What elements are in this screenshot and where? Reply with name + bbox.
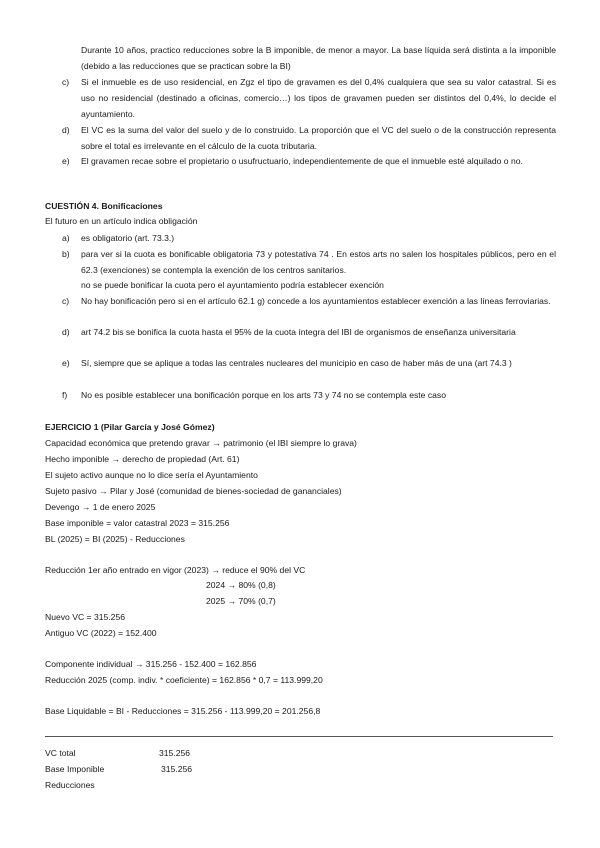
list-item: No es posible establecer una bonificación porque en los arts 73 y 74 no se contempla este caso — [81, 390, 446, 400]
list-marker: a) — [62, 233, 70, 243]
summary-value: 315.256 — [159, 748, 191, 758]
exercise-heading: EJERCICIO 1 (Pilar García y José Gómez) — [45, 422, 215, 432]
list-item: para ver si la cuota es bonificable obligatoria 73 y potestativa 74 . En estos arts no salen los hospitales públicos, pero en el 62.3 (exenciones) se contempla la exención de los centros sanitarios. — [81, 249, 556, 275]
summary-label: Base Imponible — [45, 764, 105, 774]
paragraph: Durante 10 años, practico reducciones sobre la B imponible, de menor a mayor. La base líquida será distinta a la imponible (debido a las reducciones que se practican sobre la BI) — [81, 45, 556, 71]
exercise-line: BL (2025) = BI (2025) - Reducciones — [45, 534, 185, 544]
list-item: es obligatorio (art. 73.3.) — [81, 233, 175, 243]
individual-component: Componente individual → 315.256 - 152.400 = 162.856 — [45, 659, 257, 669]
list-item: Si el inmueble es de uso residencial, en Zgz el tipo de gravamen es del 0,4% cualquiera que sea su valor catastral. Si es uso no residencial (destinado a oficinas, comercio…) los tipos de gravamen pueden ser distintos del 0,4%, lo decide el ayuntamiento. — [81, 77, 556, 119]
list-marker: d) — [62, 327, 70, 337]
list-item: art 74.2 bis se bonifica la cuota hasta el 95% de la cuota íntegra del IBI de organismos de enseñanza universitaria — [81, 327, 516, 337]
new-vc: Nuevo VC = 315.256 — [45, 612, 126, 622]
list-marker: e) — [62, 358, 70, 368]
list-marker: b) — [62, 249, 70, 259]
list-marker: c) — [62, 296, 70, 306]
exercise-line: Hecho imponible → derecho de propiedad (Art. 61) — [45, 454, 240, 464]
exercise-line: Capacidad económica que pretendo gravar → patrimonio (el IBI siempre lo grava) — [45, 438, 357, 448]
summary-label: Reducciones — [45, 780, 95, 790]
intro-text: El futuro en un artículo indica obligación — [45, 216, 198, 226]
base-liquidable: Base Liquidable = BI - Reducciones = 315.256 - 113.999,20 = 201.256,8 — [45, 706, 321, 716]
reduction-year-2024: 2024 → 80% (0,8) — [206, 580, 276, 590]
summary-label: VC total — [45, 748, 76, 758]
list-marker: f) — [62, 390, 68, 400]
exercise-line: El sujeto activo aunque no lo dice sería el Ayuntamiento — [45, 470, 258, 480]
exercise-line: Sujeto pasivo → Pilar y José (comunidad de bienes-sociedad de gananciales) — [45, 486, 342, 496]
summary-value: 315.256 — [161, 764, 193, 774]
list-item-note: no se puede bonificar la cuota pero el ayuntamiento podría establecer exención — [81, 280, 384, 290]
list-marker: c) — [62, 77, 70, 87]
list-marker: e) — [62, 156, 70, 166]
exercise-line: Devengo → 1 de enero 2025 — [45, 502, 156, 512]
reduction-line: Reducción 1er año entrado en vigor (2023) → reduce el 90% del VC — [45, 565, 306, 575]
divider — [45, 736, 553, 737]
list-item: Sí, siempre que se aplique a todas las centrales nucleares del municipio en caso de haber más de una (art 74.3 ) — [81, 358, 512, 368]
list-item: El gravamen recae sobre el propietario o usufructuario, independientemente de que el inmueble esté alquilado o no. — [81, 156, 523, 166]
reduction-year-2025: 2025 → 70% (0,7) — [206, 596, 276, 606]
reduction-2025: Reducción 2025 (comp. indiv. * coeficiente) = 162.856 * 0,7 = 113.999,20 — [45, 675, 323, 685]
list-item: No hay bonificación pero si en el artículo 62.1 g) concede a los ayuntamientos establecer exención a las líneas ferroviarias. — [81, 296, 551, 306]
old-vc: Antiguo VC (2022) = 152.400 — [45, 628, 157, 638]
list-marker: d) — [62, 125, 70, 135]
list-item: El VC es la suma del valor del suelo y de lo construido. La proporción que el VC del suelo o de la construcción representa sobre el total es irrelevante en el cálculo de la cuota tributaria. — [81, 125, 556, 151]
section-heading: CUESTIÓN 4. Bonificaciones — [45, 201, 163, 211]
exercise-line: Base imponible = valor catastral 2023 = 315.256 — [45, 518, 230, 528]
